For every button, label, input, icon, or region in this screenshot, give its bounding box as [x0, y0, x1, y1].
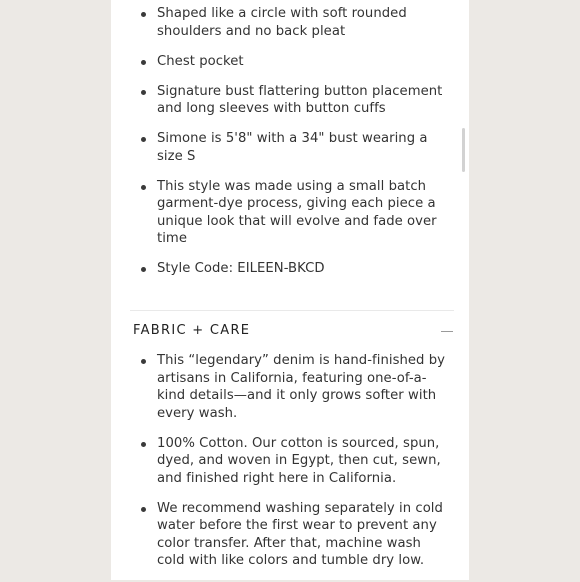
bullet-icon	[141, 90, 146, 95]
list-item	[130, 260, 448, 278]
list-item	[130, 5, 448, 40]
list-item	[130, 83, 448, 118]
list-item-text: Simone is 5'8" with a 34" bust wearing a size S	[157, 131, 428, 164]
list-item-text: Style Code: EILEEN-BKCD	[157, 261, 325, 276]
scrollbar-thumb[interactable]	[462, 128, 465, 172]
list-item	[130, 178, 448, 248]
list-item	[130, 500, 452, 570]
list-item-text: This style was made using a small batch garment-dye process, giving each piece a unique look that will evolve and fade over time	[157, 178, 437, 246]
fabric-care-list	[130, 352, 452, 582]
bullet-icon	[141, 507, 146, 512]
list-item-text: Shaped like a circle with soft rounded shoulders and no back pleat	[157, 6, 407, 39]
bullet-icon	[141, 442, 146, 447]
bullet-icon	[141, 60, 146, 65]
list-item-text: We recommend washing separately in cold water before the first wear to prevent any color transfer. After that, machine wash cold with like colors and tumble dry low.	[157, 500, 443, 568]
list-item	[130, 130, 448, 165]
list-item-text: 100% Cotton. Our cotton is sourced, spun, dyed, and woven in Egypt, then cut, sewn, and finished right here in California.	[157, 435, 441, 486]
list-item-text: This “legendary” denim is hand-finished by artisans in California, featuring one-of-a-kind details—and it only grows softer with every wash.	[157, 353, 446, 421]
fabric-care-accordion-header[interactable]	[133, 322, 454, 342]
bullet-icon	[141, 359, 146, 364]
list-item	[130, 352, 452, 422]
list-item-text: Signature bust flattering button placement and long sleeves with button cuffs	[157, 83, 443, 116]
minus-icon[interactable]	[440, 322, 454, 340]
section-divider	[130, 310, 454, 311]
bullet-icon	[141, 185, 146, 190]
list-item	[130, 53, 448, 71]
details-list	[130, 5, 448, 290]
bullet-icon	[141, 267, 146, 272]
fabric-care-title: FABRIC + CARE	[133, 323, 251, 338]
list-item	[130, 435, 452, 488]
bullet-icon	[141, 137, 146, 142]
bullet-icon	[141, 12, 146, 17]
list-item-text: Chest pocket	[157, 53, 244, 69]
